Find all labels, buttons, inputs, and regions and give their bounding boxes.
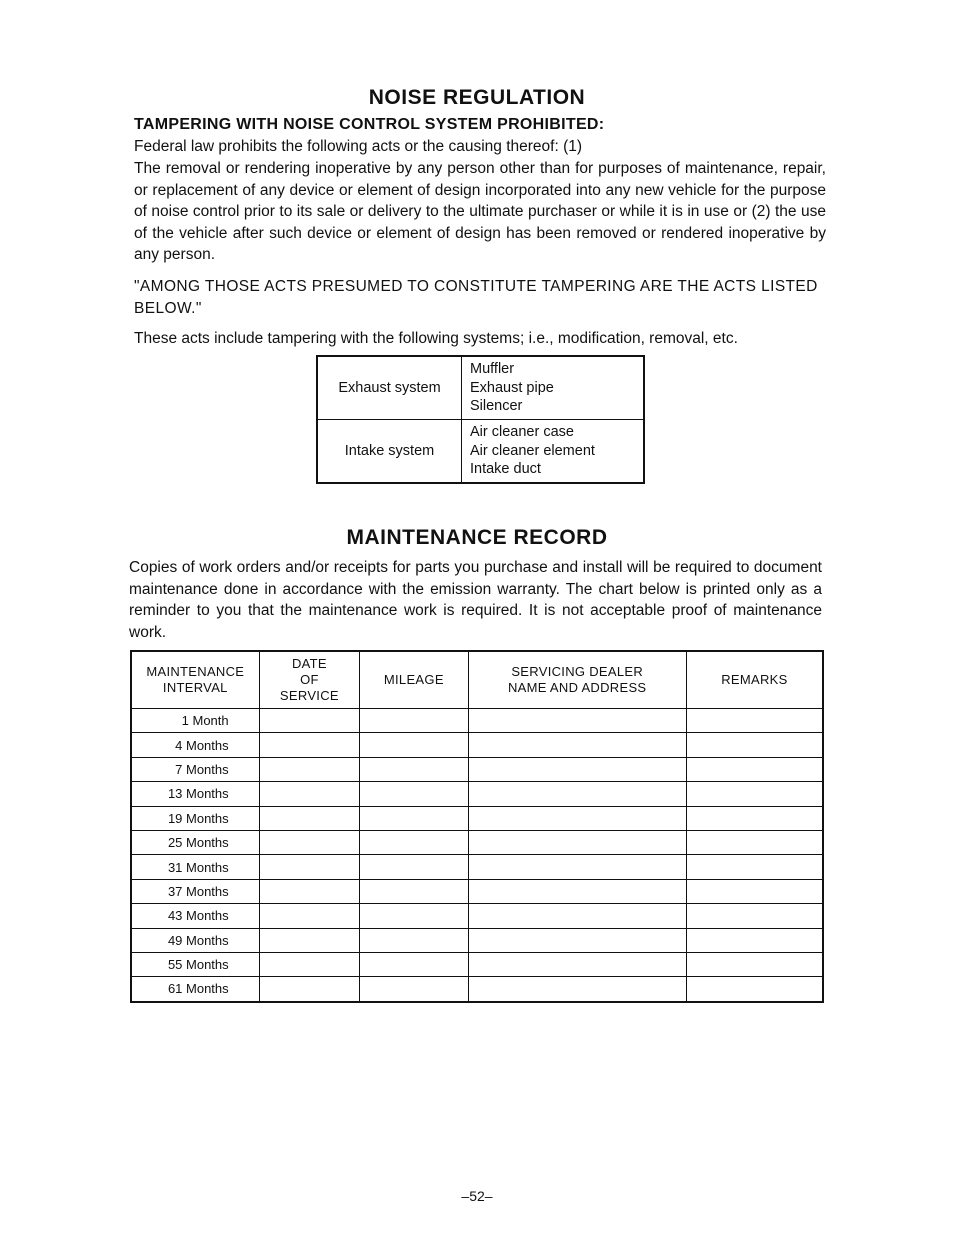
table-row <box>131 928 823 952</box>
date-cell[interactable] <box>259 782 360 806</box>
mileage-cell[interactable] <box>360 733 468 757</box>
component-item: Intake duct <box>470 461 541 478</box>
remarks-cell[interactable] <box>686 709 823 733</box>
dealer-cell[interactable] <box>468 977 686 1002</box>
noise-regulation-title: NOISE REGULATION <box>368 86 586 109</box>
mileage-cell[interactable] <box>360 830 468 854</box>
remarks-cell[interactable] <box>686 855 823 879</box>
remarks-cell[interactable] <box>686 757 823 781</box>
table-row <box>131 709 823 733</box>
maintenance-record-title: MAINTENANCE RECORD <box>346 526 608 549</box>
system-components <box>462 356 645 420</box>
date-cell[interactable] <box>259 952 360 976</box>
date-cell[interactable] <box>259 855 360 879</box>
component-item: Muffler <box>470 361 515 378</box>
table-row <box>131 733 823 757</box>
date-cell[interactable] <box>259 830 360 854</box>
mileage-cell[interactable] <box>360 904 468 928</box>
interval-cell: 31 Months <box>131 855 259 879</box>
system-name: Intake system <box>317 420 462 484</box>
acts-include-text: These acts include tampering with the following systems; i.e., modification, removal, etc. <box>134 330 738 347</box>
date-cell[interactable] <box>259 928 360 952</box>
date-cell[interactable] <box>259 757 360 781</box>
interval-cell: 61 Months <box>131 977 259 1002</box>
header-servicing-dealer: SERVICING DEALER NAME AND ADDRESS <box>468 651 686 709</box>
table-row <box>131 830 823 854</box>
remarks-cell[interactable] <box>686 904 823 928</box>
interval-cell: 43 Months <box>131 904 259 928</box>
remarks-cell[interactable] <box>686 733 823 757</box>
dealer-cell[interactable] <box>468 855 686 879</box>
table-row <box>131 879 823 903</box>
table-row <box>131 855 823 879</box>
interval-cell: 4 Months <box>131 733 259 757</box>
maintenance-record-table <box>130 650 824 1003</box>
table-header-row <box>131 651 823 709</box>
interval-cell: 7 Months <box>131 757 259 781</box>
table-row <box>131 952 823 976</box>
component-item: Air cleaner case <box>470 424 574 441</box>
date-cell[interactable] <box>259 806 360 830</box>
remarks-cell[interactable] <box>686 830 823 854</box>
dealer-cell[interactable] <box>468 879 686 903</box>
federal-law-text: Federal law prohibits the following acts or the causing thereof: (1) <box>134 138 583 155</box>
dealer-cell[interactable] <box>468 806 686 830</box>
interval-cell: 19 Months <box>131 806 259 830</box>
dealer-cell[interactable] <box>468 782 686 806</box>
interval-cell: 55 Months <box>131 952 259 976</box>
table-row <box>317 356 644 420</box>
component-item: Air cleaner element <box>470 442 595 459</box>
header-maintenance-interval: MAINTENANCE INTERVAL <box>131 651 259 709</box>
mileage-cell[interactable] <box>360 952 468 976</box>
table-row <box>131 977 823 1002</box>
mileage-cell[interactable] <box>360 855 468 879</box>
interval-cell: 49 Months <box>131 928 259 952</box>
page-number: –52– <box>461 1188 493 1204</box>
mileage-cell[interactable] <box>360 977 468 1002</box>
system-components <box>462 420 645 484</box>
table-row <box>131 782 823 806</box>
dealer-cell[interactable] <box>468 904 686 928</box>
mileage-cell[interactable] <box>360 806 468 830</box>
remarks-cell[interactable] <box>686 806 823 830</box>
interval-cell: 25 Months <box>131 830 259 854</box>
dealer-cell[interactable] <box>468 830 686 854</box>
interval-cell: 1 Month <box>131 709 259 733</box>
dealer-cell[interactable] <box>468 757 686 781</box>
dealer-cell[interactable] <box>468 952 686 976</box>
maintenance-intro-paragraph: Copies of work orders and/or receipts for parts you purchase and install will be required to document maintenance done in accordance with the emission warranty. The chart below is printed only as a reminder to you that the maintenance work is required. It is not acceptable proof of maintenance work. <box>129 559 822 641</box>
date-cell[interactable] <box>259 904 360 928</box>
interval-cell: 37 Months <box>131 879 259 903</box>
remarks-cell[interactable] <box>686 879 823 903</box>
tampering-subtitle: TAMPERING WITH NOISE CONTROL SYSTEM PROHIBITED: <box>134 116 605 133</box>
remarks-cell[interactable] <box>686 977 823 1002</box>
table-row <box>131 757 823 781</box>
tampering-acts-quote: "AMONG THOSE ACTS PRESUMED TO CONSTITUTE TAMPERING ARE THE ACTS LISTED BELOW." <box>134 278 818 317</box>
dealer-cell[interactable] <box>468 733 686 757</box>
header-date-of-service: DATE OF SERVICE <box>259 651 360 709</box>
remarks-cell[interactable] <box>686 782 823 806</box>
mileage-cell[interactable] <box>360 928 468 952</box>
remarks-cell[interactable] <box>686 928 823 952</box>
date-cell[interactable] <box>259 977 360 1002</box>
mileage-cell[interactable] <box>360 709 468 733</box>
header-remarks: REMARKS <box>686 651 823 709</box>
table-row <box>131 904 823 928</box>
mileage-cell[interactable] <box>360 879 468 903</box>
system-name: Exhaust system <box>317 356 462 420</box>
table-row <box>317 420 644 484</box>
removal-paragraph: The removal or rendering inoperative by any person other than for purposes of maintenance, repair, or replacement of any device or element of design incorporated into any new vehicle for the purpose of noise control prior to its sale or delivery to the ultimate purchaser or while it is in use or (2) the use of the vehicle after such device or element of design has been removed or rendered inoperative by any person. <box>134 160 826 263</box>
remarks-cell[interactable] <box>686 952 823 976</box>
mileage-cell[interactable] <box>360 757 468 781</box>
maintenance-record-body <box>131 709 823 1002</box>
mileage-cell[interactable] <box>360 782 468 806</box>
dealer-cell[interactable] <box>468 928 686 952</box>
interval-cell: 13 Months <box>131 782 259 806</box>
noise-systems-table <box>316 355 645 484</box>
component-item: Silencer <box>470 398 523 415</box>
date-cell[interactable] <box>259 879 360 903</box>
dealer-cell[interactable] <box>468 709 686 733</box>
header-mileage: MILEAGE <box>360 651 468 709</box>
date-cell[interactable] <box>259 709 360 733</box>
date-cell[interactable] <box>259 733 360 757</box>
table-row <box>131 806 823 830</box>
component-item: Exhaust pipe <box>470 379 554 396</box>
